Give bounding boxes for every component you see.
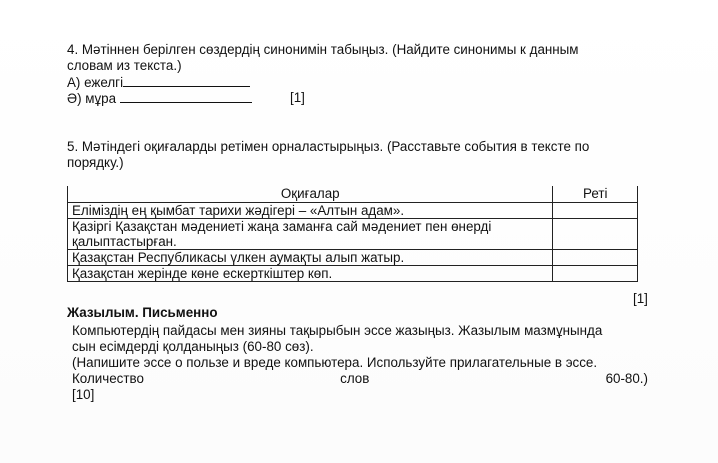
writing-heading: Жазылым. Письменно xyxy=(67,305,218,320)
task4-item-b xyxy=(67,90,252,107)
header-order: Реті xyxy=(553,186,638,203)
task5-score: [1] xyxy=(633,291,648,306)
task4-item-a-label: А) ежелгі xyxy=(67,75,124,90)
task5-title-line2: порядку.) xyxy=(67,155,124,170)
task4-item-b-label: Ә) мұра xyxy=(67,91,117,106)
header-events: Оқиғалар xyxy=(68,186,553,203)
task4-title-line1: 4. Мәтіннен берілген сөздердің синонимін табыңыз. (Найдите синонимы к данным xyxy=(67,42,579,57)
order-cell[interactable] xyxy=(553,250,638,266)
task4-title-line2: словам из текста.) xyxy=(67,58,182,73)
writing-score: [10] xyxy=(72,387,95,402)
writing-ru-word-words: слов xyxy=(340,371,370,386)
table-row xyxy=(68,250,638,266)
event-cell: Қазақстан Республикасы үлкен аумақты алып жатыр. xyxy=(68,250,553,266)
writing-ru-line1: (Напишите эссе о пользе и вреде компьютера. Используйте прилагательные в эссе. xyxy=(72,355,598,370)
writing-ru-word-count: Количество xyxy=(72,371,144,386)
order-cell[interactable] xyxy=(553,266,638,282)
table-row xyxy=(68,266,638,282)
task4-score: [1] xyxy=(290,90,305,105)
event-cell: Қазақстан жерінде көне ескерткіштер көп. xyxy=(68,266,553,282)
order-cell[interactable] xyxy=(553,203,638,219)
event-cell: Еліміздің ең қымбат тарихи жәдігері – «Алтын адам». xyxy=(68,203,553,219)
table-row xyxy=(68,219,638,250)
order-cell[interactable] xyxy=(553,219,638,250)
task4-item-a xyxy=(67,74,250,91)
writing-ru-word-range: 60-80.) xyxy=(605,371,648,386)
table-row xyxy=(68,203,638,219)
writing-kz-line1: Компьютердің пайдасы мен зияны тақырыбын эссе жазыңыз. Жазылым мазмұнында xyxy=(72,323,603,338)
table-header-row xyxy=(68,186,638,203)
task5-title-line1: 5. Мәтіндегі оқиғаларды ретімен орналастырыңыз. (Расставьте события в тексте по xyxy=(67,139,590,154)
event-cell: Қазіргі Қазақстан мәдениеті жаңа заманға сай мәдениет пен өнерді қалыптастырған. xyxy=(68,219,553,250)
events-table xyxy=(67,186,638,282)
writing-ru-line2 xyxy=(72,371,648,387)
task4-item-a-blank[interactable] xyxy=(123,74,250,87)
task4-item-b-blank[interactable] xyxy=(120,90,252,103)
writing-kz-line2: сын есімдерді қолданыңыз (60-80 сөз). xyxy=(72,339,314,354)
